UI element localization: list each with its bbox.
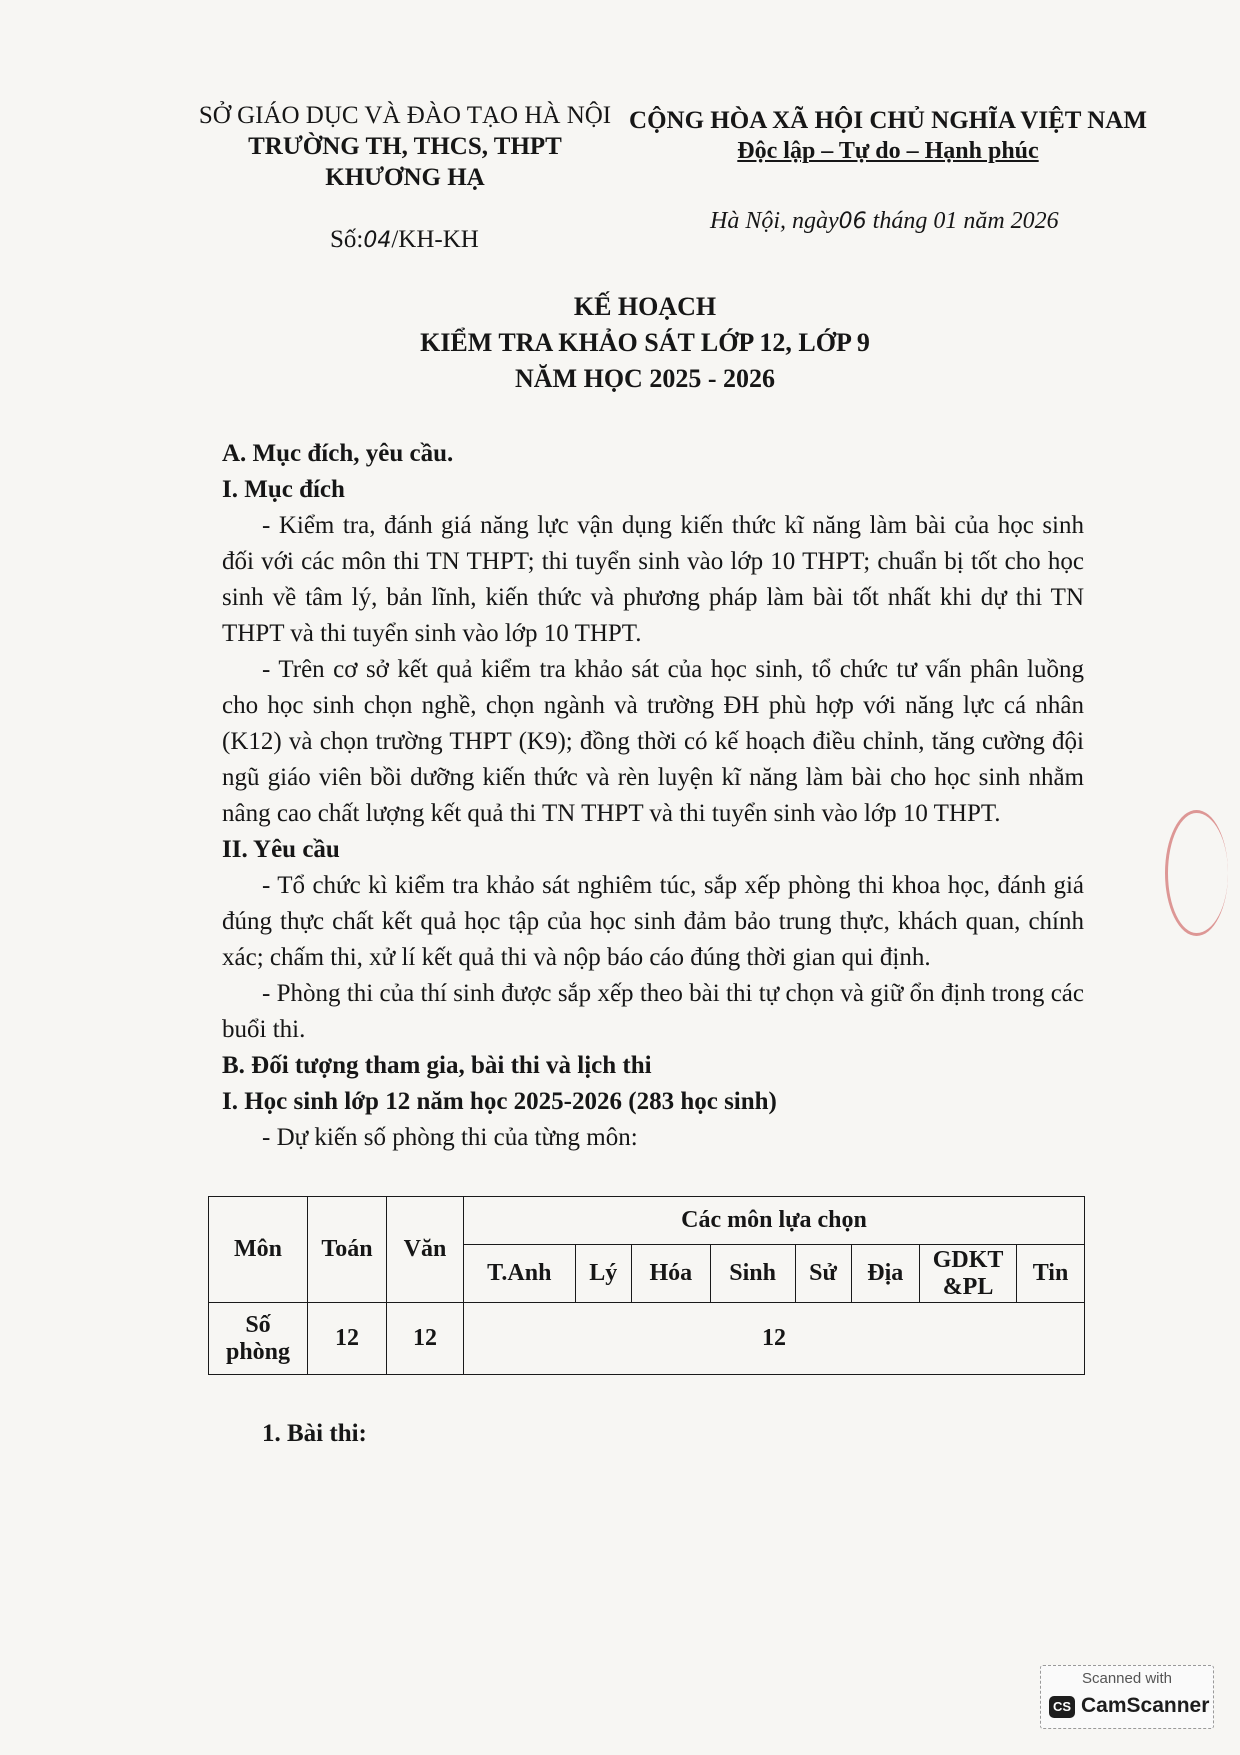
toan-rooms: 12	[308, 1303, 387, 1375]
elective-col: Sinh	[710, 1245, 795, 1303]
purpose-paragraph-1: - Kiểm tra, đánh giá năng lực vận dụng kiến thức kĩ năng làm bài của học sinh đối với các môn thi TN THPT; thi tuyển sinh vào lớp 10 THPT; chuẩn bị tốt cho học sinh về tâm lý, bản lĩnh, kiến thức và phương pháp làm bài tốt nhất khi dự thi TN THPT và thi tuyển sinh vào lớp 10 THPT.	[222, 512, 1084, 647]
grade12-heading: I. Học sinh lớp 12 năm học 2025-2026 (283 học sinh)	[222, 1088, 777, 1115]
doc-subtitle: KIỂM TRA KHẢO SÁT LỚP 12, LỚP 9	[420, 328, 870, 357]
elective-col: T.Anh	[464, 1245, 576, 1303]
document-number: Số:04/KH-KH	[330, 226, 479, 253]
elective-col: GDKT &PL	[920, 1245, 1017, 1303]
camscanner-logo-icon: CS	[1049, 1696, 1075, 1718]
elective-col: Sử	[795, 1245, 851, 1303]
van-rooms: 12	[387, 1303, 464, 1375]
purpose-paragraph-2: - Trên cơ sở kết quả kiểm tra khảo sát của học sinh, tổ chức tư vấn phân luồng cho học sinh chọn nghề, chọn ngành và trường ĐH phù hợp với năng lực cá nhân (K12) và chọn trường THPT (K9); đồng thời có kế hoạch điều chỉnh, tăng cường đội ngũ giáo viên bồi dưỡng kiến thức và rèn luyện kĩ năng làm bài cho học sinh nhằm nâng cao chất lượng kết quả thi TN THPT và thi tuyển sinh vào lớp 10 THPT.	[222, 656, 1084, 827]
document-date: Hà Nội, ngày06 tháng 01 năm 2026	[710, 208, 1059, 234]
elective-rooms: 12	[464, 1303, 1085, 1375]
header-mon: Môn	[209, 1197, 308, 1303]
section-a	[222, 436, 1084, 1156]
header-toan: Toán	[308, 1197, 387, 1303]
doc-school-year: NĂM HỌC 2025 - 2026	[515, 364, 775, 393]
rooms-intro: - Dự kiến số phòng thi của từng môn:	[262, 1124, 638, 1151]
elective-col: Tin	[1017, 1245, 1085, 1303]
doc-title: KẾ HOẠCH	[573, 292, 717, 321]
elective-col: Hóa	[631, 1245, 710, 1303]
elective-col: Lý	[575, 1245, 631, 1303]
section-a-heading: A. Mục đích, yêu cầu.	[222, 440, 454, 467]
row-label: Số phòng	[209, 1303, 308, 1375]
exam-rooms-table	[208, 1196, 1085, 1375]
handwritten-day: 06	[838, 209, 867, 234]
table-row	[209, 1303, 1085, 1375]
requirement-paragraph-2: - Phòng thi của thí sinh được sắp xếp theo bài thi tự chọn và giữ ổn định trong các buổi thi.	[222, 980, 1084, 1043]
camscanner-badge	[1040, 1665, 1214, 1729]
section-b-heading: B. Đối tượng tham gia, bài thi và lịch thi	[222, 1052, 652, 1079]
header-electives: Các môn lựa chọn	[464, 1197, 1085, 1245]
purpose-heading: I. Mục đích	[222, 476, 345, 503]
stamp-fragment	[1165, 810, 1228, 936]
issuer-school-line2: KHƯƠNG HẠ	[325, 164, 485, 191]
issuer-header	[195, 100, 615, 193]
header-van: Văn	[387, 1197, 464, 1303]
national-motto: Độc lập – Tự do – Hạnh phúc	[737, 138, 1039, 164]
issuer-department: SỞ GIÁO DỤC VÀ ĐÀO TẠO HÀ NỘI	[198, 102, 612, 129]
national-title: CỘNG HÒA XÃ HỘI CHỦ NGHĨA VIỆT NAM	[629, 107, 1147, 134]
handwritten-number: 04	[363, 228, 392, 253]
scanned-with-label: Scanned with	[1081, 1670, 1173, 1687]
camscanner-name: CamScanner	[1081, 1694, 1210, 1717]
national-header	[628, 105, 1148, 167]
elective-col: Địa	[851, 1245, 920, 1303]
requirement-heading: II. Yêu cầu	[222, 836, 340, 863]
bai-thi-heading: 1. Bài thi:	[262, 1420, 367, 1447]
issuer-school-line1: TRƯỜNG TH, THCS, THPT	[248, 133, 562, 160]
requirement-paragraph-1: - Tổ chức kì kiểm tra khảo sát nghiêm túc, sắp xếp phòng thi khoa học, đánh giá đúng thực chất kết quả học tập của học sinh đảm bảo trung thực, khách quan, chính xác; chấm thi, xử lí kết quả thi và nộp báo cáo đúng thời gian qui định.	[222, 872, 1084, 971]
table-header-row	[209, 1197, 1085, 1245]
